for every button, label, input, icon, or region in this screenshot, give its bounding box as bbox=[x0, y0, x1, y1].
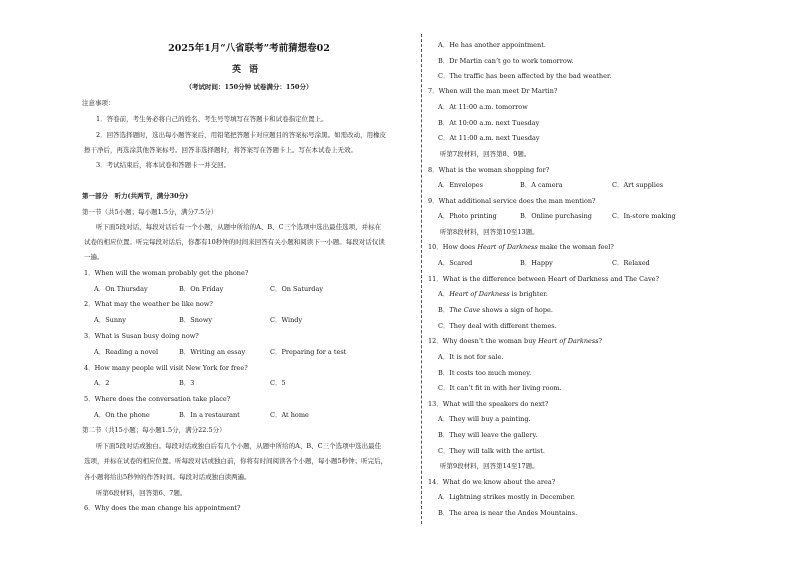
section2-heading: 第二节（共15小题；每小题1.5分，满分22.5分） bbox=[82, 426, 226, 434]
section1-instr-2: 试卷的相应位置。听完每段对话后，你都有10秒钟的时间来回答有关小题和阅读下一小题。每段对话仅读 bbox=[84, 238, 385, 246]
option-9c: C．In-store making bbox=[612, 212, 676, 220]
option-5c: C．At home bbox=[270, 411, 309, 419]
question-12 bbox=[428, 336, 602, 346]
question-10 bbox=[428, 242, 614, 252]
q11b-text: shows a sign of hope. bbox=[480, 306, 553, 314]
option-3a: A．Reading a novel bbox=[94, 348, 159, 356]
option-2c: C．Windy bbox=[270, 316, 303, 324]
material-9: 听第9段材料，回答第14至17题。 bbox=[440, 462, 539, 470]
option-10b: B．Happy bbox=[520, 259, 553, 267]
q12-book-title: Heart of Darkness bbox=[538, 337, 599, 345]
option-3c: C．Preparing for a test bbox=[270, 348, 347, 356]
question-3: 3．What is Susan busy doing now? bbox=[84, 332, 199, 340]
exam-meta: （考试时间：150分钟 试卷满分：150分） bbox=[185, 83, 313, 91]
question-8: 8．What is the woman shopping for? bbox=[428, 166, 550, 174]
option-10c: C．Relaxed bbox=[612, 259, 650, 267]
question-7: 7．When will the man meet Dr Martin? bbox=[428, 87, 558, 95]
q10-text-end: make the woman feel? bbox=[537, 243, 614, 251]
option-13c: C．They will talk with the artist. bbox=[438, 447, 545, 455]
option-2a: A．Sunny bbox=[94, 316, 126, 324]
option-7b: B．At 10:00 a.m. next Tuesday bbox=[438, 119, 540, 127]
option-13a: A．They will buy a painting. bbox=[438, 415, 531, 423]
notes-heading: 注意事项： bbox=[82, 99, 115, 107]
option-5a: A．On the phone bbox=[94, 411, 150, 419]
material-7: 听第7段材料，回答第8、9题。 bbox=[440, 150, 531, 158]
option-3b: B．Writing an essay bbox=[179, 348, 246, 356]
column-divider bbox=[421, 34, 422, 524]
option-5b: B．In a restaurant bbox=[179, 411, 240, 419]
option-12b: B．It costs too much money. bbox=[438, 369, 532, 377]
option-1c: C．On Saturday bbox=[270, 285, 323, 293]
exam-title: 2025年1月“八省联考”考前猜想卷02 bbox=[168, 43, 330, 54]
q11a-text: is brighter. bbox=[509, 290, 548, 298]
option-8c: C．Art supplies bbox=[612, 181, 664, 189]
q10-text: 10．How does bbox=[428, 243, 478, 251]
option-label: A． bbox=[438, 290, 450, 298]
option-9a: A．Photo printing bbox=[438, 212, 497, 220]
note-2: 2．回答选择题时，选出每小题答案后，用铅笔把答题卡对应题目的答案标号涂黑。如需改动，用橡皮 bbox=[96, 131, 387, 139]
q11b-book-title: The Cave bbox=[449, 306, 481, 314]
option-6b: B．Dr Martin can’t go to work tomorrow. bbox=[438, 57, 574, 65]
option-14b: B．The area is near the Andes Mountains. bbox=[438, 509, 578, 517]
section1-instr-3: 一遍。 bbox=[84, 253, 104, 261]
option-6a: A．He has another appointment. bbox=[438, 41, 546, 49]
option-2b: B．Snowy bbox=[179, 316, 213, 324]
option-7a: A．At 11:00 a.m. tomorrow bbox=[438, 103, 528, 111]
question-6: 6．Why does the man change his appointment? bbox=[84, 504, 241, 512]
option-11b bbox=[438, 305, 553, 315]
material-6: 听第6段材料，回答第6、7题。 bbox=[96, 489, 187, 497]
section2-instr-2: 选项，并标在试卷的相应位置。听每段对话或独白前，你将有时间阅读各个小题，每小题5秒钟；听完后， bbox=[84, 457, 388, 465]
note-2-cont: 擦干净后，再选涂其他答案标号。回答非选择题时，将答案写在答题卡上。写在本试卷上无效。 bbox=[84, 146, 357, 154]
option-1b: B．On Friday bbox=[179, 285, 224, 293]
question-9: 9．What additional service does the man mention? bbox=[428, 197, 596, 205]
option-10a: A．Scared bbox=[438, 259, 473, 267]
option-14a: A．Lightning strikes mostly in December. bbox=[438, 493, 575, 501]
question-14: 14．What do we know about the area? bbox=[428, 478, 556, 486]
option-8a: A．Envelopes bbox=[438, 181, 483, 189]
question-5: 5．Where does the conversation take place? bbox=[84, 395, 231, 403]
section1-heading: 第一节（共5小题；每小题1.5分，满分7.5分） bbox=[82, 208, 218, 216]
question-13: 13．What will the speakers do next? bbox=[428, 400, 549, 408]
option-4c: C．5 bbox=[270, 379, 286, 387]
option-13b: B．They will leave the gallery. bbox=[438, 431, 538, 439]
q11a-book-title: Heart of Darkness bbox=[449, 290, 510, 298]
option-4b: B．3 bbox=[179, 379, 195, 387]
section2-instr-1: 听下面5段对话或独白。每段对话或独白后有几个小题，从题中所给的A、B、C三个选项中选出最佳 bbox=[96, 442, 382, 450]
note-1: 1．答卷前，考生务必将自己的姓名、考生号等填写在答题卡和试卷指定位置上。 bbox=[96, 115, 328, 123]
question-1: 1．When will the woman probably get the phone? bbox=[84, 269, 249, 277]
q12-text-end: ? bbox=[598, 337, 603, 345]
option-7c: C．At 11:00 a.m. next Tuesday bbox=[438, 134, 540, 142]
option-8b: B．A camera bbox=[520, 181, 563, 189]
q12-text: 12．Why doesn’t the woman buy bbox=[428, 337, 539, 345]
section2-instr-3: 各小题将给出5秒钟的作答时间。每段对话或独白读两遍。 bbox=[84, 473, 251, 481]
section1-instr-1: 听下面5段对话，每段对话后有一个小题，从题中所给的A、B、C三个选项中选出最佳选项，并标在 bbox=[96, 223, 382, 231]
material-8: 听第8段材料，回答第10至13题。 bbox=[440, 228, 539, 236]
question-11: 11．What is the difference between Heart of Darkness and The Cave? bbox=[428, 275, 659, 283]
option-11a bbox=[438, 289, 548, 299]
option-1a: A．On Thursday bbox=[94, 285, 148, 293]
option-6c: C．The traffic has been affected by the bad weather. bbox=[438, 72, 612, 80]
option-label: B． bbox=[438, 306, 450, 314]
option-9b: B．Online purchasing bbox=[520, 212, 592, 220]
option-4a: A．2 bbox=[94, 379, 110, 387]
part1-heading: 第一部分 听力(共两节，满分30分) bbox=[82, 192, 189, 200]
question-2: 2．What may the weather be like now? bbox=[84, 300, 213, 308]
option-12c: C．It can’t fit in with her living room. bbox=[438, 384, 562, 392]
subject-title: 英语 bbox=[231, 65, 266, 75]
note-3: 3．考试结束后，将本试卷和答题卡一并交回。 bbox=[96, 161, 231, 169]
q10-book-title: Heart of Darkness bbox=[477, 243, 538, 251]
option-11c: C．They deal with different themes. bbox=[438, 322, 557, 330]
option-12a: A．It is not for sale. bbox=[438, 353, 504, 361]
question-4: 4．How many people will visit New York for free? bbox=[84, 364, 248, 372]
